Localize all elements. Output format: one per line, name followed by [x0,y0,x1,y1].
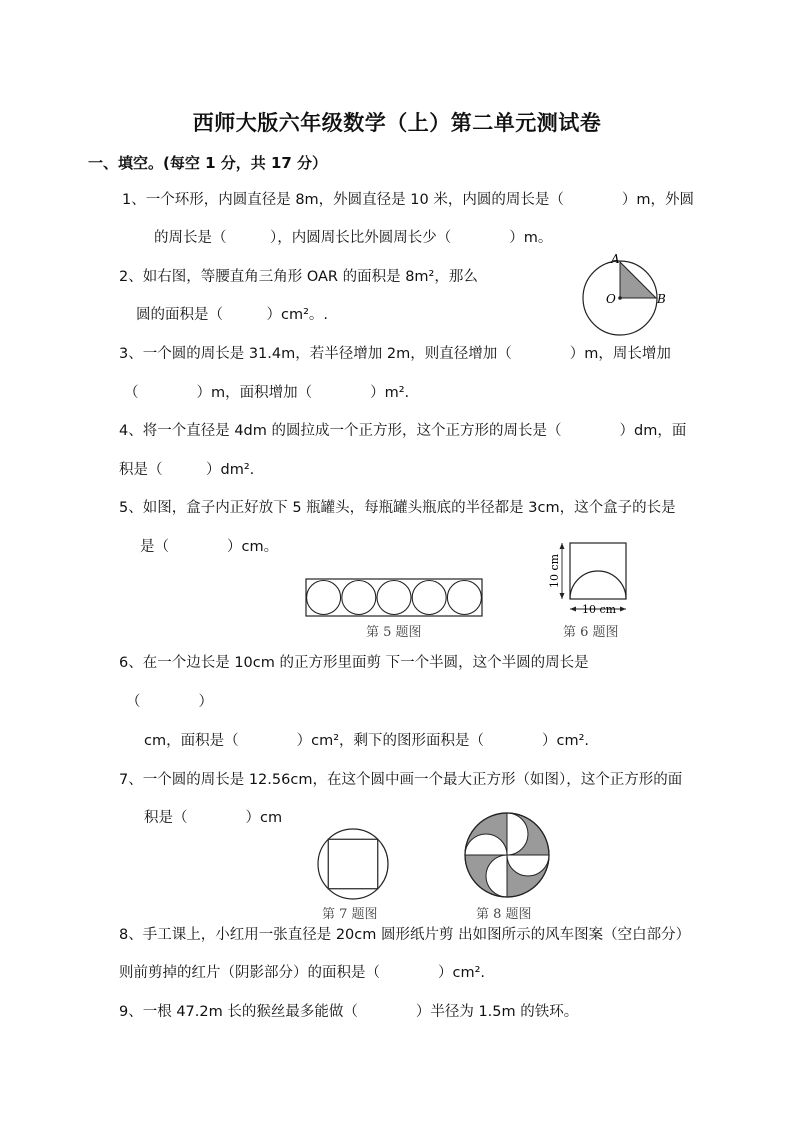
question-6-line-1: 6、在一个边长是 10cm 的正方形里面剪 下一个半圆，这个半圆的周长是 [119,655,589,671]
fig5-can-3 [377,581,411,615]
page-title: 西师大版六年级数学（上）第二单元测试卷 [192,111,602,135]
figure-5-box-with-cans [305,578,485,618]
figure-6-caption: 第 6 题图 [563,625,619,640]
fig2-center-dot [618,296,622,300]
question-5-line-1: 5、如图，盒子内正好放下 5 瓶罐头，每瓶罐头瓶底的半径都是 3cm，这个盒子的长是 [119,500,676,516]
question-8-line-1: 8、手工课上，小红用一张直径是 20cm 圆形纸片剪 出如图所示的风车图案（空白部分） [119,927,691,943]
figure-7-square-in-circle [315,826,391,902]
fig2-label-o: O [606,292,616,306]
section-heading: 一、填空。(每空 1 分，共 17 分） [88,154,328,172]
figure-6-square-semicircle [548,540,630,618]
question-9-line-1: 9、一根 47.2m 长的猴丝最多能做（ ）半径为 1.5m 的铁环。 [119,1004,579,1020]
question-3-line-2: （ ）m，面积增加（ ）m². [124,385,410,401]
fig6-width-label: 10 cm [582,603,617,616]
question-1-line-2: 的周长是（ ），内圆周长比外圆周长少（ ）m。 [154,230,553,246]
question-6-line-2: （ ） [126,694,213,710]
fig6-semicircle [570,571,626,599]
fig5-cans [307,581,482,615]
question-7-line-1: 7、一个圆的周长是 12.56cm，在这个圆中画一个最大正方形（如图），这个正方形的面 [119,772,683,788]
figure-7-caption: 第 7 题图 [322,907,378,922]
question-1-line-1: 1、一个环形，内圆直径是 8m，外圆直径是 10 米，内圆的周长是（ ）m，外圆 [122,192,694,208]
figure-5-caption: 第 5 题图 [366,625,422,640]
fig5-can-2 [342,581,376,615]
figure-8-pinwheel [462,810,552,900]
figure-8-caption: 第 8 题图 [476,907,532,922]
question-2-line-1: 2、如右图，等腰直角三角形 OAR 的面积是 8m²，那么 [119,269,478,285]
fig2-shaded-triangle [620,262,656,298]
fig5-can-4 [412,581,446,615]
question-2-line-2: 圆的面积是（ ）cm²。. [136,307,329,323]
fig2-label-a: A [611,252,620,266]
fig5-can-1 [307,581,341,615]
question-4-line-1: 4、将一个直径是 4dm 的圆拉成一个正方形，这个正方形的周长是（ ）dm，面 [119,423,687,439]
question-8-line-2: 则前剪掉的红片（阴影部分）的面积是（ ）cm². [119,965,486,981]
fig5-can-5 [447,581,481,615]
question-5-line-2: 是（ ）cm。 [140,539,279,555]
fig7-square [328,839,378,889]
question-7-line-2: 积是（ ）cm [144,810,283,826]
question-4-line-2: 积是（ ）dm². [119,462,255,478]
fig2-label-b: B [657,292,666,306]
question-6-line-3: cm，面积是（ ）cm²，剩下的图形面积是（ ）cm². [144,733,590,749]
fig6-height-label: 10 cm [548,553,561,588]
fig5-box [306,579,482,616]
figure-2-circle-triangle [580,254,664,338]
question-3-line-1: 3、一个圆的周长是 31.4m，若半径增加 2m，则直径增加（ ）m，周长增加 [119,346,671,362]
